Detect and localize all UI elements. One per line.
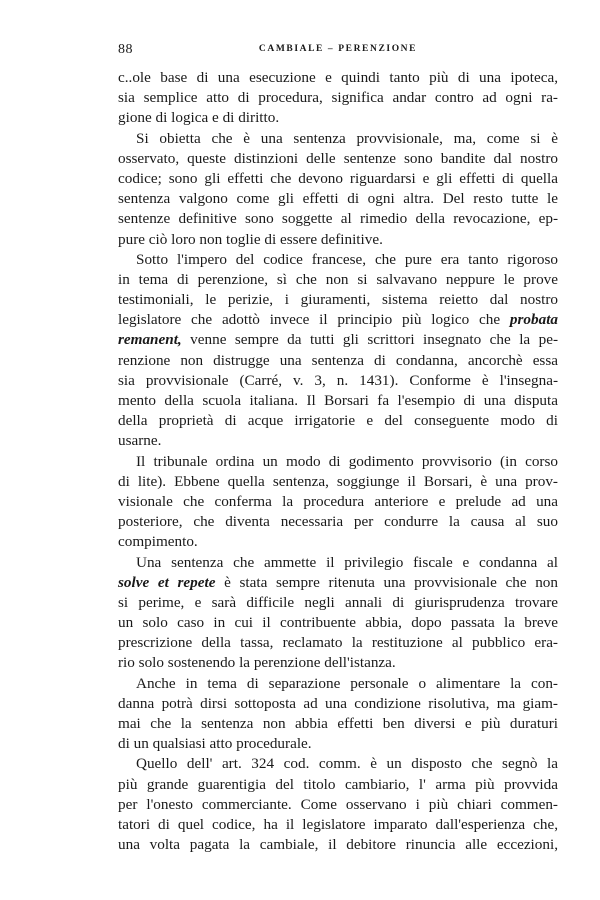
text-line: codice; sono gli effetti che devono riguardarsi e gli effetti di quella	[118, 169, 558, 187]
text-line: più grande guarentigia del titolo cambiario, l' arma più provvida	[118, 775, 558, 793]
text-line: di un qualsiasi atto procedurale.	[118, 735, 312, 753]
text-line	[118, 310, 558, 330]
text-line: Il tribunale ordina un modo di godimento provvisorio (in corso	[136, 452, 558, 470]
text-line: sia semplice atto di procedura, significa andar contro ad ogni ra-	[118, 89, 558, 107]
text-line: un solo caso in cui il contribuente abbia, dopo passata la breve	[118, 614, 558, 632]
text-line: osservato, queste distinzioni delle sentenze sono bandite dal nostro	[118, 149, 558, 167]
text-line: tatori di quel codice, ha il legislatore imparato dall'esperienza che,	[118, 815, 558, 833]
text-segment: venne sempre da tutti gli scrittori insegnato che la pe-	[190, 331, 558, 349]
text-line: una volta pagata la cambiale, il debitore rinuncia alle eccezioni,	[118, 836, 558, 854]
text-line	[118, 573, 558, 593]
text-line	[118, 330, 558, 350]
text-line: mai che la sentenza non abbia effetti ben diversi e più duraturi	[118, 715, 558, 732]
text-line: Quello dell' art. 324 cod. comm. è un disposto che segnò la	[136, 755, 558, 773]
text-line: mento della scuola italiana. Il Borsari fa l'esempio di una disputa	[118, 392, 558, 409]
text-line: per l'onesto commerciante. Come osservano i più chiari commen-	[118, 795, 558, 813]
text-line: Anche in tema di separazione personale o alimentare la con-	[136, 674, 558, 692]
text-line: prescrizione della tassa, reclamato la restituzione al pubblico era-	[118, 634, 558, 652]
text-line: sia provvisionale (Carré, v. 3, n. 1431). Conforme è l'insegna-	[118, 371, 558, 389]
running-title: CAMBIALE – PERENZIONE	[258, 44, 418, 54]
text-line: in tema di perenzione, sì che non si salvavano neppure le prove	[118, 270, 558, 288]
text-line: usarne.	[118, 432, 162, 450]
text-line: di lite). Ebbene quella sentenza, soggiunge il Borsari, è una prov-	[118, 472, 558, 490]
text-line: posteriore, che diventa necessaria per condurre la causa al suo	[118, 513, 558, 531]
text-line: si perime, e sarà difficile negli annali di giurisprudenza trovare	[118, 593, 558, 611]
page-header	[118, 42, 558, 58]
text-line: visionale che conferma la procedura anteriore e prelude ad una	[118, 492, 558, 510]
text-line: Si obietta che è una sentenza provvisionale, ma, come si è	[136, 129, 558, 147]
text-line: rio solo sostenendo la perenzione dell'istanza.	[118, 654, 396, 672]
text-line: Una sentenza che ammette il privilegio fiscale e condanna al	[136, 553, 558, 571]
latin-phrase: probata	[509, 311, 559, 329]
text-segment: è stata sempre ritenuta una provvisionale che non	[224, 573, 558, 591]
text-line: gione di logica e di diritto.	[118, 109, 280, 127]
text-line: compimento.	[118, 533, 198, 551]
text-line: pure ciò loro non toglie di essere definitive.	[118, 230, 383, 248]
text-line: danna potrà dirsi sottoposta ad una condizione risolutiva, ma giam-	[118, 694, 558, 712]
text-line: renzione non distrugge una sentenza di condanna, ancorchè essa	[118, 351, 558, 369]
text-line: sentenze definitive sono soggette al rimedio della revocazione, ep-	[118, 210, 558, 228]
text-segment: legislatore che adottò invece il principio più logico che	[118, 311, 501, 329]
body-text	[118, 68, 558, 855]
text-line: c..ole base di una esecuzione e quindi tanto più di una ipoteca,	[118, 69, 558, 86]
text-line: della proprietà di acque irrigatorie e del conseguente modo di	[118, 412, 558, 430]
latin-phrase: remanent,	[118, 331, 182, 349]
page-number: 88	[118, 42, 133, 57]
text-line: testimoniali, le perizie, i giuramenti, sistema reietto dal nostro	[118, 291, 558, 309]
latin-phrase: solve et repete	[118, 573, 216, 591]
text-line: Sotto l'impero del codice francese, che pure era tanto rigoroso	[136, 250, 558, 268]
text-line: sentenza valgono come gli effetti di ogni altra. Del resto tutte le	[118, 190, 558, 208]
